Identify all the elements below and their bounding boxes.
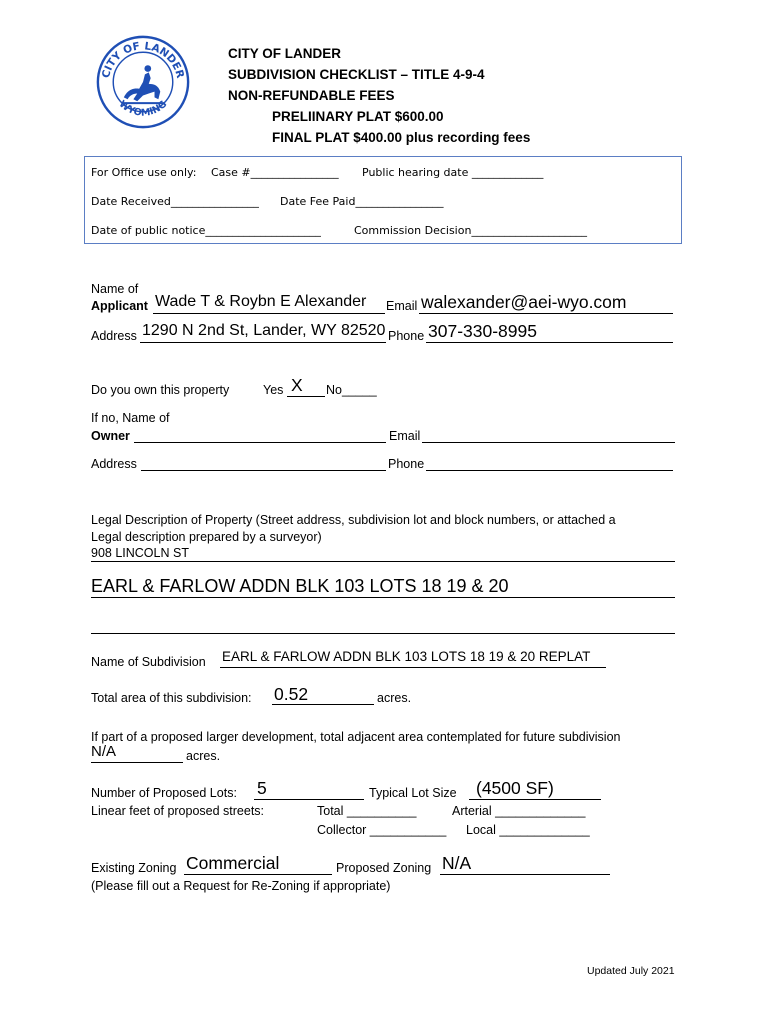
updated-date: Updated July 2021	[587, 965, 675, 977]
linear-arterial-field[interactable]: Arterial _____________	[452, 804, 586, 818]
linear-total-field[interactable]: Total __________	[317, 804, 417, 818]
total-area-value[interactable]: 0.52	[274, 684, 309, 704]
public-notice-date-field: Date of public notice_____________________	[91, 224, 321, 237]
svg-text:CITY OF LANDER	[100, 40, 186, 79]
own-yes-mark[interactable]: X	[291, 375, 303, 395]
typical-lot-size-label: Typical Lot Size	[369, 786, 457, 800]
applicant-phone-value[interactable]: 307-330-8995	[428, 321, 537, 341]
proposed-lots-label: Number of Proposed Lots:	[91, 786, 237, 800]
typical-lot-size-value[interactable]: (4500 SF)	[476, 778, 554, 798]
rezoning-note: (Please fill out a Request for Re-Zoning if appropriate)	[91, 879, 391, 893]
legal-lots-value[interactable]: EARL & FARLOW ADDN BLK 103 LOTS 18 19 & 20	[91, 576, 509, 596]
date-fee-paid-field: Date Fee Paid________________	[280, 195, 444, 208]
header-preliminary-fee: PRELIINARY PLAT $600.00	[272, 109, 444, 124]
subdivision-name-value[interactable]: EARL & FARLOW ADDN BLK 103 LOTS 18 19 & 20 REPLAT	[222, 649, 591, 664]
total-area-unit: acres.	[377, 691, 412, 705]
owner-name-label: Owner	[91, 429, 130, 443]
date-received-field: Date Received________________	[91, 195, 259, 208]
office-use-label: For Office use only:	[91, 166, 197, 179]
subdivision-name-label: Name of Subdivision	[91, 655, 206, 669]
owner-address-label: Address	[91, 457, 137, 471]
seal-top-text: CITY OF LANDER	[99, 40, 187, 80]
own-no-field[interactable]: No_____	[326, 383, 377, 397]
applicant-email-value[interactable]: walexander@aei-wyo.com	[421, 292, 627, 312]
header-final-fee: FINAL PLAT $400.00 plus recording fees	[272, 130, 531, 145]
legal-description-label-line2: Legal description prepared by a surveyor)	[91, 530, 322, 544]
applicant-phone-label: Phone	[388, 329, 425, 343]
case-number-field: Case #________________	[211, 166, 339, 179]
linear-local-field[interactable]: Local _____________	[466, 823, 590, 837]
own-property-question: Do you own this property	[91, 383, 230, 397]
applicant-address-label: Address	[91, 329, 137, 343]
seal-bottom-text: WYOMING	[116, 98, 170, 119]
applicant-name-label: Applicant	[91, 299, 148, 313]
public-hearing-date-field: Public hearing date _____________	[362, 166, 544, 179]
svg-text:WYOMING	[117, 99, 170, 119]
linear-collector-field[interactable]: Collector ___________	[317, 823, 447, 837]
header-city: CITY OF LANDER	[228, 46, 342, 61]
proposed-zoning-value[interactable]: N/A	[442, 853, 472, 873]
larger-development-value[interactable]: N/A	[91, 743, 117, 760]
owner-phone-label: Phone	[388, 457, 425, 471]
owner-email-label: Email	[389, 429, 421, 443]
applicant-email-label: Email	[386, 299, 418, 313]
applicant-address-value[interactable]: 1290 N 2nd St, Lander, WY 82520	[142, 322, 386, 339]
header-fees: NON-REFUNDABLE FEES	[228, 88, 395, 103]
linear-feet-label: Linear feet of proposed streets:	[91, 804, 265, 818]
proposed-lots-value[interactable]: 5	[257, 778, 267, 798]
applicant-name-value[interactable]: Wade T & Roybn E Alexander	[155, 293, 367, 310]
proposed-zoning-label: Proposed Zoning	[336, 861, 432, 875]
owner-name-label-line1: If no, Name of	[91, 411, 170, 425]
legal-description-label: Legal Description of Property (Street address, subdivision lot and block numbers, or attached a	[91, 513, 616, 527]
own-yes-label: Yes	[263, 383, 284, 397]
legal-street-value[interactable]: 908 LINCOLN ST	[91, 546, 189, 560]
applicant-name-label-line1: Name of	[91, 282, 139, 296]
total-area-label: Total area of this subdivision:	[91, 691, 252, 705]
city-seal-logo	[95, 34, 191, 130]
commission-decision-field: Commission Decision_____________________	[354, 224, 587, 237]
larger-development-label: If part of a proposed larger development, total adjacent area contemplated for future subdivision	[91, 730, 621, 744]
existing-zoning-label: Existing Zoning	[91, 861, 177, 875]
header-title: SUBDIVISION CHECKLIST – TITLE 4-9-4	[228, 67, 485, 82]
existing-zoning-value[interactable]: Commercial	[186, 853, 280, 873]
larger-development-unit: acres.	[186, 749, 221, 763]
